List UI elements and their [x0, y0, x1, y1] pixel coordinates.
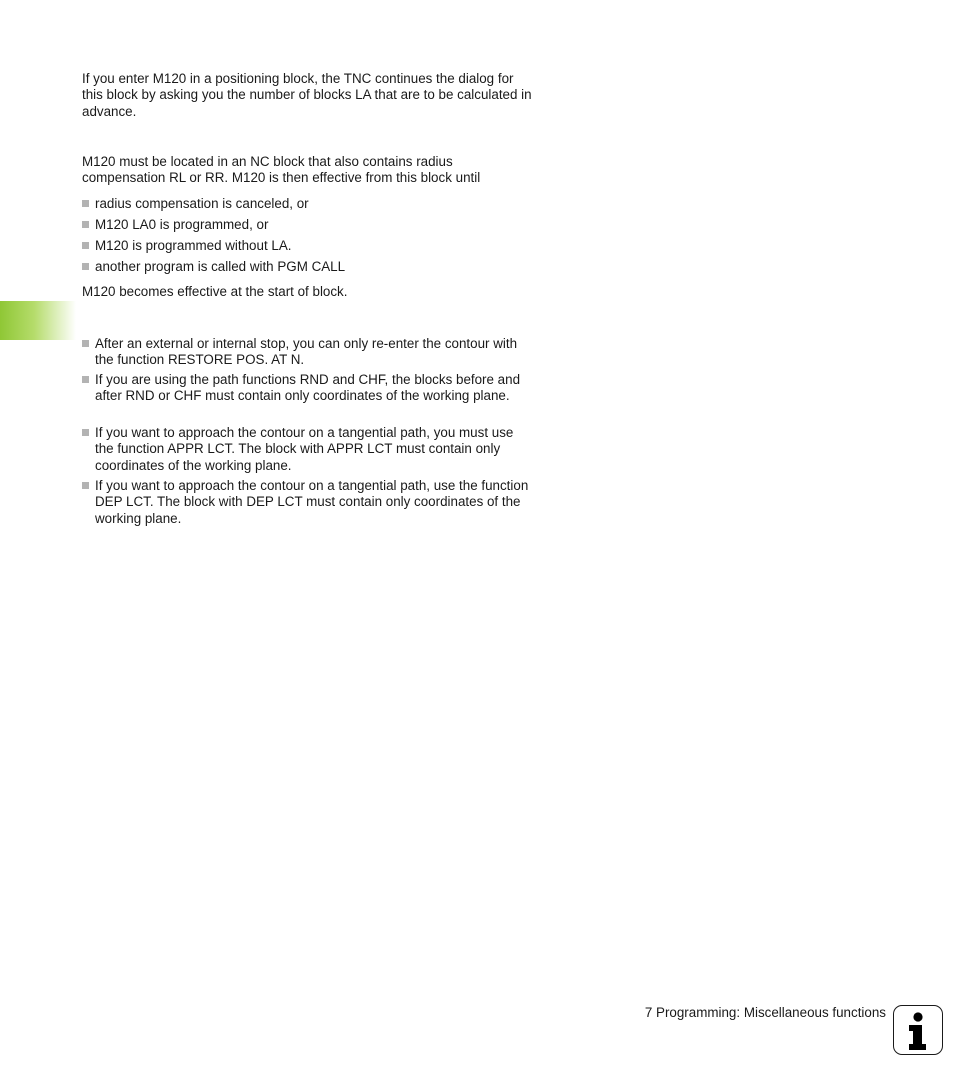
square-bullet-icon [82, 482, 89, 489]
list-item [82, 372, 532, 405]
list-item [82, 217, 532, 233]
list-item-text: If you want to approach the contour on a tangential path, use the function DEP LCT. The block with DEP LCT must contain only coordinates of the working plane. [95, 478, 529, 526]
list-item-text: another program is called with PGM CALL [95, 259, 346, 274]
info-glyph [894, 1006, 941, 1053]
list-item [82, 196, 532, 212]
square-bullet-icon [82, 376, 89, 383]
effective-start-paragraph: M120 becomes effective at the start of block. [82, 284, 348, 299]
list-item-text: M120 LA0 is programmed, or [95, 217, 269, 232]
chapter-tab-marker [0, 301, 76, 340]
intro-paragraph: If you enter M120 in a positioning block, the TNC continues the dialog for this block by asking you the number of blocks LA that are to be calculated in advance. [82, 71, 532, 119]
list-item [82, 425, 532, 474]
chapter-title: 7 Programming: Miscellaneous functions [644, 1005, 886, 1020]
list-item-text: radius compensation is canceled, or [95, 196, 309, 211]
info-icon[interactable] [893, 1005, 943, 1055]
square-bullet-icon [82, 429, 89, 436]
list-item [82, 478, 532, 527]
list-item [82, 238, 532, 254]
list-item-text: After an external or internal stop, you can only re-enter the contour with the function RESTORE POS. AT N. [95, 336, 518, 368]
list-item [82, 259, 532, 275]
requirement-paragraph: M120 must be located in an NC block that also contains radius compensation RL or RR. M120 is then effective from this block until [82, 154, 481, 186]
square-bullet-icon [82, 340, 89, 347]
list-item-text: If you are using the path functions RND and CHF, the blocks before and after RND or CHF must contain only coordinates of the working plane. [95, 372, 521, 404]
square-bullet-icon [82, 242, 89, 249]
square-bullet-icon [82, 263, 89, 270]
list-item [82, 336, 532, 369]
square-bullet-icon [82, 200, 89, 207]
list-item-text: M120 is programmed without LA. [95, 238, 292, 253]
list-item-text: If you want to approach the contour on a tangential path, you must use the function APPR LCT. The block with APPR LCT must contain only coordinates of the working plane. [95, 425, 514, 473]
square-bullet-icon [82, 221, 89, 228]
